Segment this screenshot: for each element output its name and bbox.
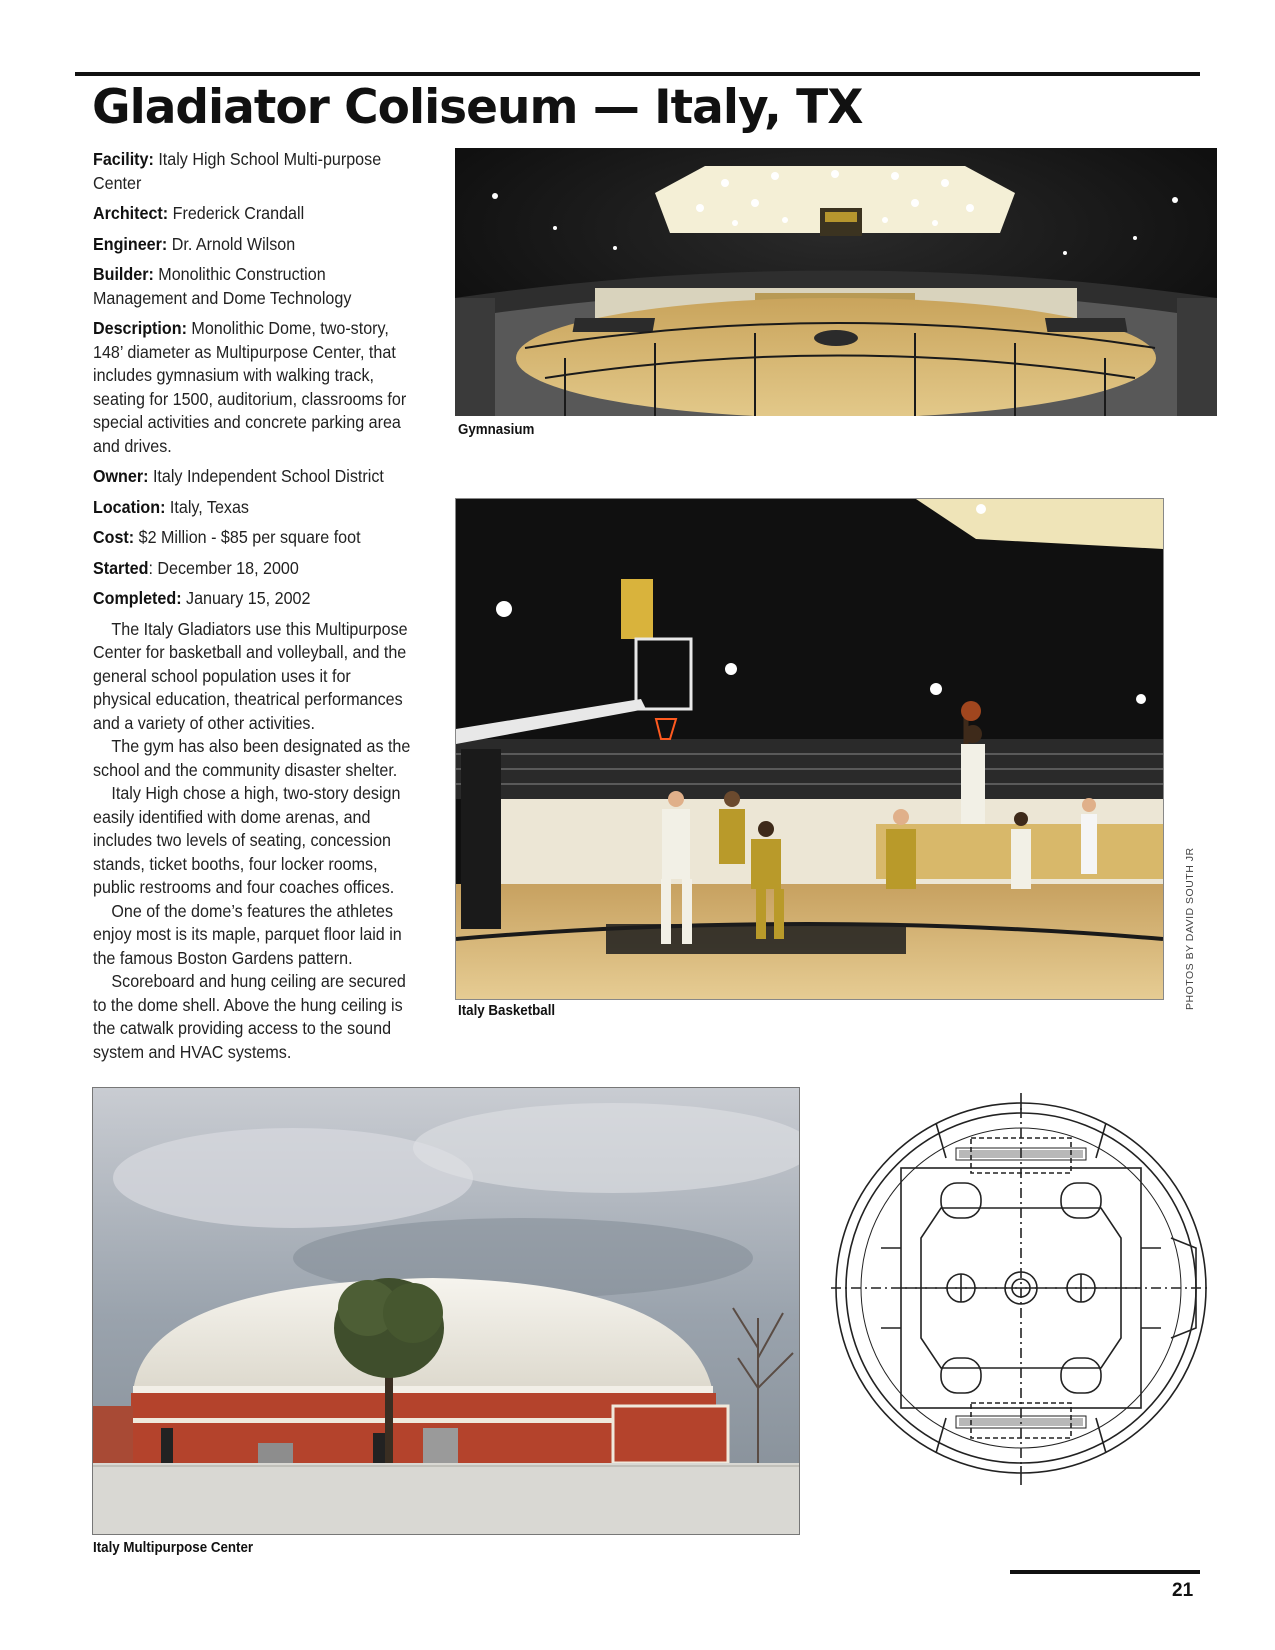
gymnasium-illustration <box>455 148 1217 416</box>
fact-description <box>93 317 413 458</box>
fact-value: January 15, 2002 <box>181 588 311 608</box>
fact-value: Italy Independent School District <box>148 466 384 486</box>
fact-builder <box>93 263 413 310</box>
fact-location <box>93 496 413 520</box>
fact-label: Location: <box>93 496 166 517</box>
basketball-caption: Italy Basketball <box>458 1003 556 1019</box>
fact-value: $2 Million - $85 per square foot <box>134 527 361 547</box>
fact-label: Description: <box>93 318 187 338</box>
fact-label: Engineer: <box>93 233 168 254</box>
body-paragraph: The Italy Gladiators use this Multipurpose Center for basketball and volleyball, and the general school population uses it for physical education, theatrical performances and a variety of other activities. <box>93 618 408 733</box>
page-number: 21 <box>1172 1580 1194 1601</box>
fact-owner <box>93 465 413 489</box>
fact-value: Italy High School Multi-purpose Center <box>93 149 382 193</box>
project-details-column <box>93 148 413 1064</box>
body-paragraph: The gym has also been designated as the school and the community disaster shelter. <box>93 736 411 780</box>
fact-engineer <box>93 233 413 257</box>
fact-value: Monolithic Dome, two-story, 148’ diameter as Multipurpose Center, that includes gymnasium with walking track, seating for 1500, auditorium, classrooms for special activities and concrete parking area and drives. <box>93 318 407 456</box>
fact-value: Monolithic Construction Management and Dome Technology <box>93 264 352 308</box>
body-text <box>93 618 413 1065</box>
basketball-illustration <box>456 499 1163 999</box>
fact-label: Builder: <box>93 264 154 284</box>
exterior-caption: Italy Multipurpose Center <box>93 1540 254 1556</box>
fact-label: Started <box>93 557 149 578</box>
floor-plan-illustration <box>826 1088 1216 1490</box>
fact-architect <box>93 202 413 226</box>
fact-label: Owner: <box>93 466 149 486</box>
fact-value: : December 18, 2000 <box>148 557 299 578</box>
fact-label: Cost: <box>93 527 135 547</box>
fact-value: Dr. Arnold Wilson <box>167 233 296 254</box>
fact-cost <box>93 526 413 550</box>
exterior-photo <box>92 1087 800 1535</box>
top-rule <box>75 72 1200 76</box>
body-paragraph: Italy High chose a high, two-story design easily identified with dome arenas, and includes two levels of seating, concession stands, ticket booths, four locker rooms, public restrooms and four coaches offices. <box>93 783 401 897</box>
bottom-rule <box>1010 1570 1200 1574</box>
body-paragraph: Scoreboard and hung ceiling are secured to the dome shell. Above the hung ceiling is the catwalk providing access to the sound system and HVAC systems. <box>93 971 406 1062</box>
body-paragraph: One of the dome’s features the athletes enjoy most is its maple, parquet floor laid in the famous Boston Gardens pattern. <box>93 900 402 968</box>
fact-value: Italy, Texas <box>165 496 249 517</box>
fact-label: Architect: <box>93 203 169 223</box>
fact-value: Frederick Crandall <box>168 203 305 223</box>
gymnasium-photo <box>455 148 1217 416</box>
basketball-photo <box>455 498 1164 1000</box>
fact-completed <box>93 587 413 611</box>
page-title: Gladiator Coliseum — Italy, TX <box>92 80 863 135</box>
fact-started <box>93 557 413 581</box>
fact-facility <box>93 148 413 195</box>
floor-plan-drawing <box>826 1088 1216 1490</box>
fact-label: Completed: <box>93 588 182 608</box>
fact-label: Facility: <box>93 149 154 169</box>
exterior-illustration <box>93 1088 799 1534</box>
photo-credit: PHOTOS BY DAVID SOUTH JR <box>1184 847 1196 1010</box>
gymnasium-caption: Gymnasium <box>458 422 535 438</box>
